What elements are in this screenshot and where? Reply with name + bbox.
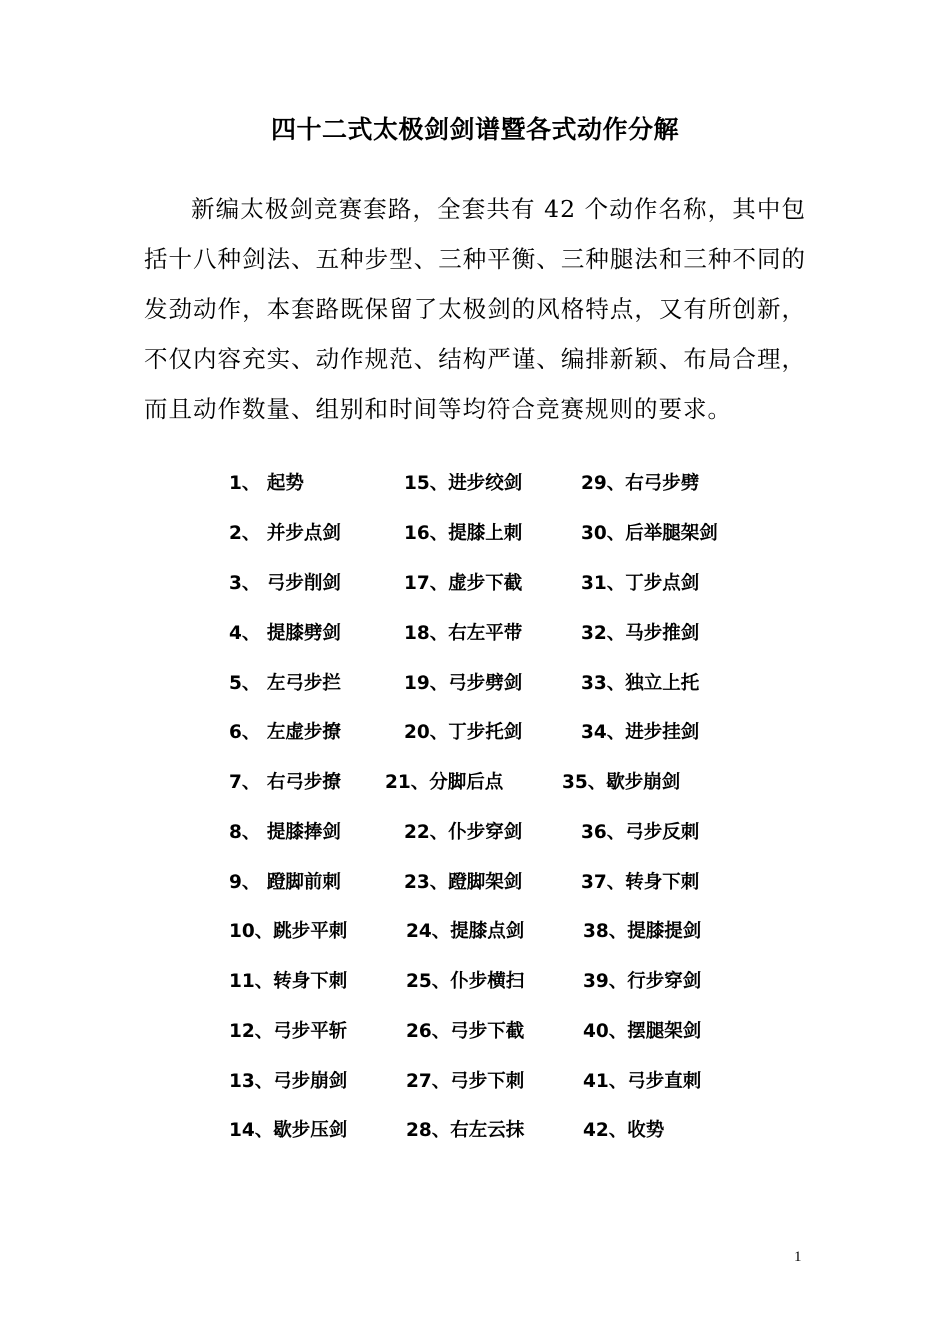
- move-item: 34、进步挂剑: [581, 722, 700, 743]
- move-item: 3、 弓步削剑: [229, 573, 341, 594]
- move-item: 25、仆步横扫: [406, 971, 525, 992]
- move-item: 17、虚步下截: [404, 573, 523, 594]
- move-item: 7、 右弓步撩: [229, 772, 341, 793]
- move-item: 33、独立上托: [581, 673, 700, 694]
- move-item: 4、 提膝劈剑: [229, 623, 341, 644]
- move-item: 24、提膝点剑: [406, 921, 525, 942]
- move-item: 8、 提膝捧剑: [229, 822, 341, 843]
- move-item: 38、提膝提剑: [583, 921, 702, 942]
- move-item: 13、弓步崩剑: [229, 1071, 348, 1092]
- move-item: 14、歇步压剑: [229, 1120, 348, 1141]
- move-item: 31、丁步点剑: [581, 573, 700, 594]
- move-item: 29、右弓步劈: [581, 473, 700, 494]
- move-item: 1、 起势: [229, 473, 304, 494]
- move-item: 12、弓步平斩: [229, 1021, 348, 1042]
- move-item: 11、转身下刺: [229, 971, 348, 992]
- move-item: 22、仆步穿剑: [404, 822, 523, 843]
- move-item: 5、 左弓步拦: [229, 673, 341, 694]
- move-item: 19、弓步劈剑: [404, 673, 523, 694]
- move-item: 39、行步穿剑: [583, 971, 702, 992]
- move-item: 42、收势: [583, 1120, 665, 1141]
- intro-paragraph: 新编太极剑竞赛套路，全套共有 42 个动作名称，其中包括十八种剑法、五种步型、三种平衡、三种腿法和三种不同的发劲动作，本套路既保留了太极剑的风格特点，又有所创新，不仅内容充实、动作规范、结构严谨、编排新颖、布局合理，而且动作数量、组别和时间等均符合竞赛规则的要求。: [144, 195, 806, 423]
- page-number: 1: [794, 1249, 802, 1265]
- move-item: 40、摆腿架剑: [583, 1021, 702, 1042]
- move-item: 30、后举腿架剑: [581, 523, 718, 544]
- move-item: 20、丁步托剑: [404, 722, 523, 743]
- move-item: 9、 蹬脚前刺: [229, 872, 341, 893]
- move-item: 18、右左平带: [404, 623, 523, 644]
- move-item: 41、弓步直刺: [583, 1071, 702, 1092]
- move-item: 27、弓步下刺: [406, 1071, 525, 1092]
- move-item: 23、蹬脚架剑: [404, 872, 523, 893]
- move-item: 16、提膝上刺: [404, 523, 523, 544]
- move-item: 28、右左云抹: [406, 1120, 525, 1141]
- move-item: 26、弓步下截: [406, 1021, 525, 1042]
- move-item: 35、歇步崩剑: [562, 772, 681, 793]
- move-item: 36、弓步反刺: [581, 822, 700, 843]
- move-item: 2、 并步点剑: [229, 523, 341, 544]
- move-item: 32、马步推剑: [581, 623, 700, 644]
- document-title: 四十二式太极剑剑谱暨各式动作分解: [270, 115, 679, 144]
- move-item: 37、转身下刺: [581, 872, 700, 893]
- move-item: 6、 左虚步撩: [229, 722, 341, 743]
- move-item: 21、分脚后点: [385, 772, 504, 793]
- move-item: 15、进步绞剑: [404, 473, 523, 494]
- move-item: 10、跳步平刺: [229, 921, 348, 942]
